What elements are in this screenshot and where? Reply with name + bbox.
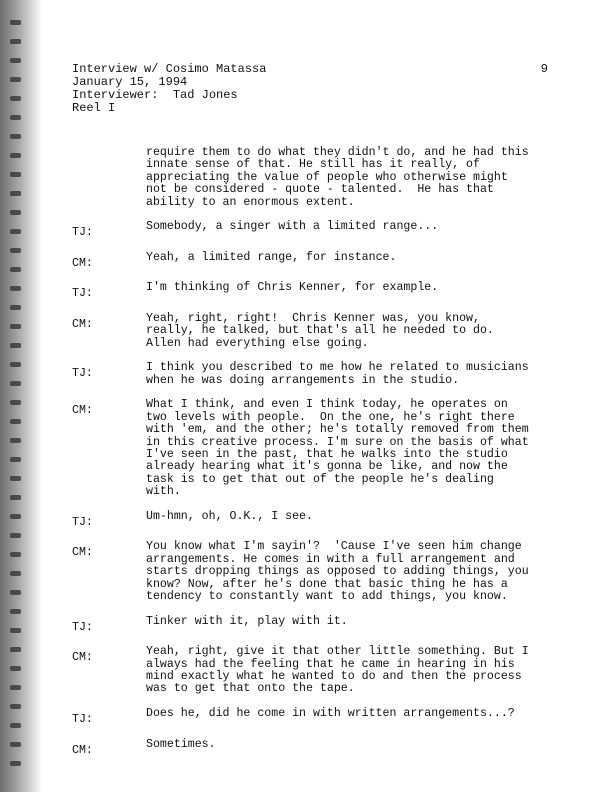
binding-hole [10, 210, 21, 215]
binding-hole [10, 305, 21, 310]
speaker-label: CM: [72, 404, 93, 418]
transcript-body [72, 147, 548, 769]
speaker-label: TJ: [72, 713, 93, 727]
speaker-label: CM: [72, 546, 93, 560]
page-header [72, 63, 548, 115]
header-reel: Reel I [72, 101, 116, 115]
speech-text: You know what I'm sayin'? 'Cause I've seen him change arrangements. He comes in with a full arrangement and starts dropping things as opposed to adding things, you know? Now, after he's done that basic thing he has a tendency to constantly want to add things, you know. [146, 540, 529, 604]
binding-hole [10, 761, 21, 766]
header-title: Interview w/ Cosimo Matassa [72, 62, 267, 76]
binding-hole [10, 153, 21, 158]
transcript-entry [72, 541, 548, 603]
speech-text: Tinker with it, play with it. [146, 614, 348, 628]
speech-text: Yeah, right, give it that other little something. But I always had the feeling that he came in hearing in his mind exactly what he wanted to do and then the process was to get that onto the tape. [146, 645, 529, 696]
header-date: January 15, 1994 [72, 75, 188, 89]
binding-hole [10, 286, 21, 291]
binding-hole [10, 628, 21, 633]
transcript-entry [72, 282, 548, 300]
binding-hole [10, 571, 21, 576]
page-number: 9 [540, 62, 548, 76]
transcript-entry [72, 313, 548, 350]
binding-hole [10, 704, 21, 709]
speech-text: Somebody, a singer with a limited range... [146, 220, 439, 234]
binding-hole [10, 647, 21, 652]
speaker-label: CM: [72, 743, 93, 757]
transcript-entry [72, 252, 548, 270]
binding-hole [10, 39, 21, 44]
speech-text: Yeah, right, right! Chris Kenner was, you know, really, he talked, but that's all he needed to do. Allen had everything else going. [146, 312, 494, 350]
binding-hole [10, 685, 21, 690]
binding-holes [10, 20, 22, 780]
header-interviewer: Interviewer: Tad Jones [72, 88, 238, 102]
transcript-entry [72, 511, 548, 529]
speaker-label: TJ: [72, 287, 93, 301]
binding-hole [10, 457, 21, 462]
binding-hole [10, 58, 21, 63]
speaker-label: TJ: [72, 367, 93, 381]
speaker-label: CM: [72, 318, 93, 331]
speaker-label: CM: [72, 651, 93, 665]
transcript-entry [72, 708, 548, 726]
transcript-entry [72, 616, 548, 634]
speech-text: Yeah, a limited range, for instance. [146, 250, 397, 264]
binding-hole [10, 229, 21, 234]
binding-hole [10, 514, 21, 519]
binding-hole [10, 419, 21, 424]
binding-hole [10, 115, 21, 120]
binding-hole [10, 609, 21, 614]
binding-hole [10, 666, 21, 671]
binding-hole [10, 590, 21, 595]
binding-hole [10, 191, 21, 196]
continuation-paragraph: require them to do what they didn't do, and he had this innate sense of that. He still has it really, of appreciating the value of people who otherwise might not be considered - quote - talented. He has that ability to an enormous extent. [146, 146, 529, 209]
transcript-entry [72, 362, 548, 387]
speech-text: I'm thinking of Chris Kenner, for example. [146, 281, 439, 295]
binding-hole [10, 495, 21, 500]
binding-hole [10, 267, 21, 272]
binding-hole [10, 96, 21, 101]
binding-hole [10, 552, 21, 557]
speech-text: Um-hmn, oh, O.K., I see. [146, 509, 313, 523]
binding-hole [10, 20, 21, 25]
speaker-label: TJ: [72, 620, 93, 634]
binding-hole [10, 77, 21, 82]
binding-hole [10, 134, 21, 139]
binding-hole [10, 438, 21, 443]
binding-hole [10, 723, 21, 728]
binding-hole [10, 324, 21, 329]
binding-hole [10, 362, 21, 367]
speech-text: What I think, and even I think today, he operates on two levels with people. On the one, he's right there with 'em, and the other; he's totally removed from them in this creative process. I'm sure on the basis of what I've seen in the past, that he walks into the studio already hearing what it's gonna be like, and now the task is to get that out of the people he's dealing with. [146, 398, 529, 499]
speaker-label: TJ: [72, 515, 93, 529]
transcript-entry [72, 221, 548, 239]
binding-hole [10, 742, 21, 747]
transcript-entry [72, 646, 548, 696]
binding-hole [10, 381, 21, 386]
speech-text: I think you described to me how he related to musicians when he was doing arrangements in the studio. [146, 361, 529, 387]
speech-text: Does he, did he come in with written arrangements...? [146, 707, 515, 721]
binding-hole [10, 533, 21, 538]
binding-hole [10, 343, 21, 348]
binding-hole [10, 476, 21, 481]
binding-hole [10, 172, 21, 177]
transcript-entry [72, 399, 548, 498]
binding-hole [10, 400, 21, 405]
speaker-label: CM: [72, 256, 93, 270]
speaker-label: TJ: [72, 226, 93, 240]
speech-text: Sometimes. [146, 737, 216, 751]
transcript-entry [72, 739, 548, 757]
binding-hole [10, 248, 21, 253]
